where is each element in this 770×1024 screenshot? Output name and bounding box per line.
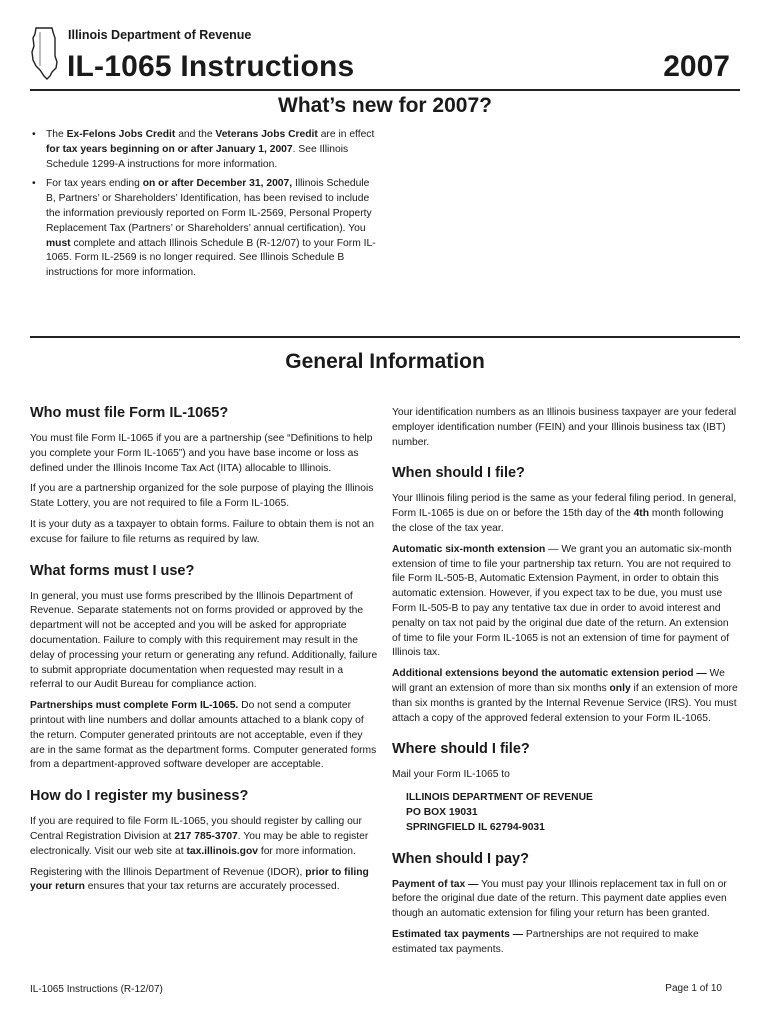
whats-new-item-1: • The Ex-Felons Jobs Credit and the Veterans Jobs Credit are in effect for tax years beginning on or after January 1, 2007. See Illinois Schedule 1299-A instructions for more information.	[30, 128, 380, 172]
whats-new-heading: What’s new for 2007?	[278, 94, 492, 117]
what-forms-para-2: Partnerships must complete Form IL-1065. Do not send a computer printout with line numbers and dollar amounts attached to a blank copy of the return. Computer generated printouts are not acceptable, even if they are in the same format as the department forms. Computer generated forms from a department-approved software developer are acceptable.	[30, 700, 377, 771]
document-year: 2007	[663, 50, 730, 83]
payment-of-tax-para: Payment of tax — You must pay your Illinois replacement tax in full on or before the original due date of the return. This payment date applies even though an automatic extension for filing your return has been granted.	[392, 878, 727, 920]
what-forms-heading: What forms must I use?	[30, 562, 195, 579]
register-business-heading: How do I register my business?	[30, 788, 249, 805]
whats-new-list	[30, 128, 380, 286]
website-link[interactable]: tax.illinois.gov	[186, 845, 258, 857]
header-divider	[30, 89, 740, 91]
address-line-3: SPRINGFIELD IL 62794-9031	[406, 821, 545, 833]
left-column	[30, 404, 378, 901]
who-must-file-heading: Who must file Form IL-1065?	[30, 405, 229, 421]
whats-new-item-2: • For tax years ending on or after December 31, 2007, Illinois Schedule B, Partners’ or Shareholders’ Identification, has been revised to include the information previously reported on Form IL-2569, Personal Property Replacement Tax (Partners’ or Shareholders’ annual certification). You must complete and attach Illinois Schedule B (R-12/07) to your Form IL-1065. Form IL-2569 is no longer required. See Illinois Schedule B instructions for more information.	[30, 177, 380, 281]
address-line-2: PO BOX 19031	[406, 806, 478, 818]
additional-extensions-para: Additional extensions beyond the automatic extension period — We will grant an extension of more than six months only if an extension of more than six months is granted by the Internal Revenue Service (IRS). You must attach a copy of the approved federal extension to your Form IL-1065.	[392, 668, 738, 724]
right-column	[392, 406, 740, 964]
footer-page-number: Page 1 of 10	[665, 983, 722, 994]
register-para-2: Registering with the Illinois Department of Revenue (IDOR), prior to filing your return ensures that your tax returns are accurately processed.	[30, 866, 369, 893]
register-para-1: If you are required to file Form IL-1065, you should register by calling our Central Registration Division at 217 785-3707. You may be able to register electronically. Visit our web site at tax.illinois.gov for more information.	[30, 816, 369, 857]
who-must-file-para-1: You must file Form IL-1065 if you are a partnership (see “Definitions to help you complete your Form IL-1065”) and you have base income or loss as defined under the Illinois Income Tax Act (IITA) allocable to Illinois.	[30, 433, 373, 474]
identification-numbers-para: Your identification numbers as an Illinois business taxpayer are your federal employer identification number (FEIN) and your Illinois business tax (IBT) number.	[392, 407, 737, 448]
when-file-para-1: Your Illinois filing period is the same as your federal filing period. In general, Form IL-1065 is due on or before the 15th day of the 4th month following the close of the tax year.	[392, 493, 737, 534]
document-title: IL-1065 Instructions	[67, 50, 355, 83]
illinois-state-outline-icon	[30, 26, 60, 80]
address-line-1: ILLINOIS DEPARTMENT OF REVENUE	[406, 792, 593, 804]
who-must-file-para-2: If you are a partnership organized for the sole purpose of playing the Illinois State Lottery, you are not required to file a Form IL-1065.	[30, 483, 374, 510]
estimated-payments-para: Estimated tax payments — Partnerships are not required to make estimated tax payments.	[392, 928, 699, 955]
where-file-heading: Where should I file?	[392, 741, 530, 758]
footer-form-reference: IL-1065 Instructions (R-12/07)	[30, 984, 163, 995]
automatic-extension-para: Automatic six-month extension — We grant you an automatic six-month extension of time to file your partnership tax return. You are not required to file Form IL-505-B, Automatic Extension Payment, in order to obtain this automatic extension. However, if you expect tax to be due, you must use Form IL-505-B to pay any tentative tax due in order to avoid interest and penalty on tax not paid by the original due date of the return. An extension of time to file your Form IL-1065 is not an extension of time for payment of Illinois tax.	[392, 543, 732, 659]
what-forms-para-1: In general, you must use forms prescribed by the Illinois Department of Revenue. Separate statements not on forms provided or approved by the department will not be accepted and you will be asked for appropriate documentation. Failure to comply with this requirement may result in the delay of processing your return or generating any refund. Additionally, failure to submit appropriate documentation when requested may result in a referral to our Audit Bureau for compliance action.	[30, 590, 378, 691]
who-must-file-para-3: It is your duty as a taxpayer to obtain forms. Failure to obtain them is not an excuse for failure to file returns as required by law.	[30, 518, 374, 545]
general-information-heading: General Information	[285, 350, 485, 373]
department-name: Illinois Department of Revenue	[68, 28, 252, 42]
mailing-address	[406, 791, 740, 835]
when-pay-heading: When should I pay?	[392, 850, 529, 867]
where-file-para: Mail your Form IL-1065 to	[392, 769, 510, 781]
section-divider	[30, 336, 740, 338]
when-file-heading: When should I file?	[392, 465, 525, 482]
